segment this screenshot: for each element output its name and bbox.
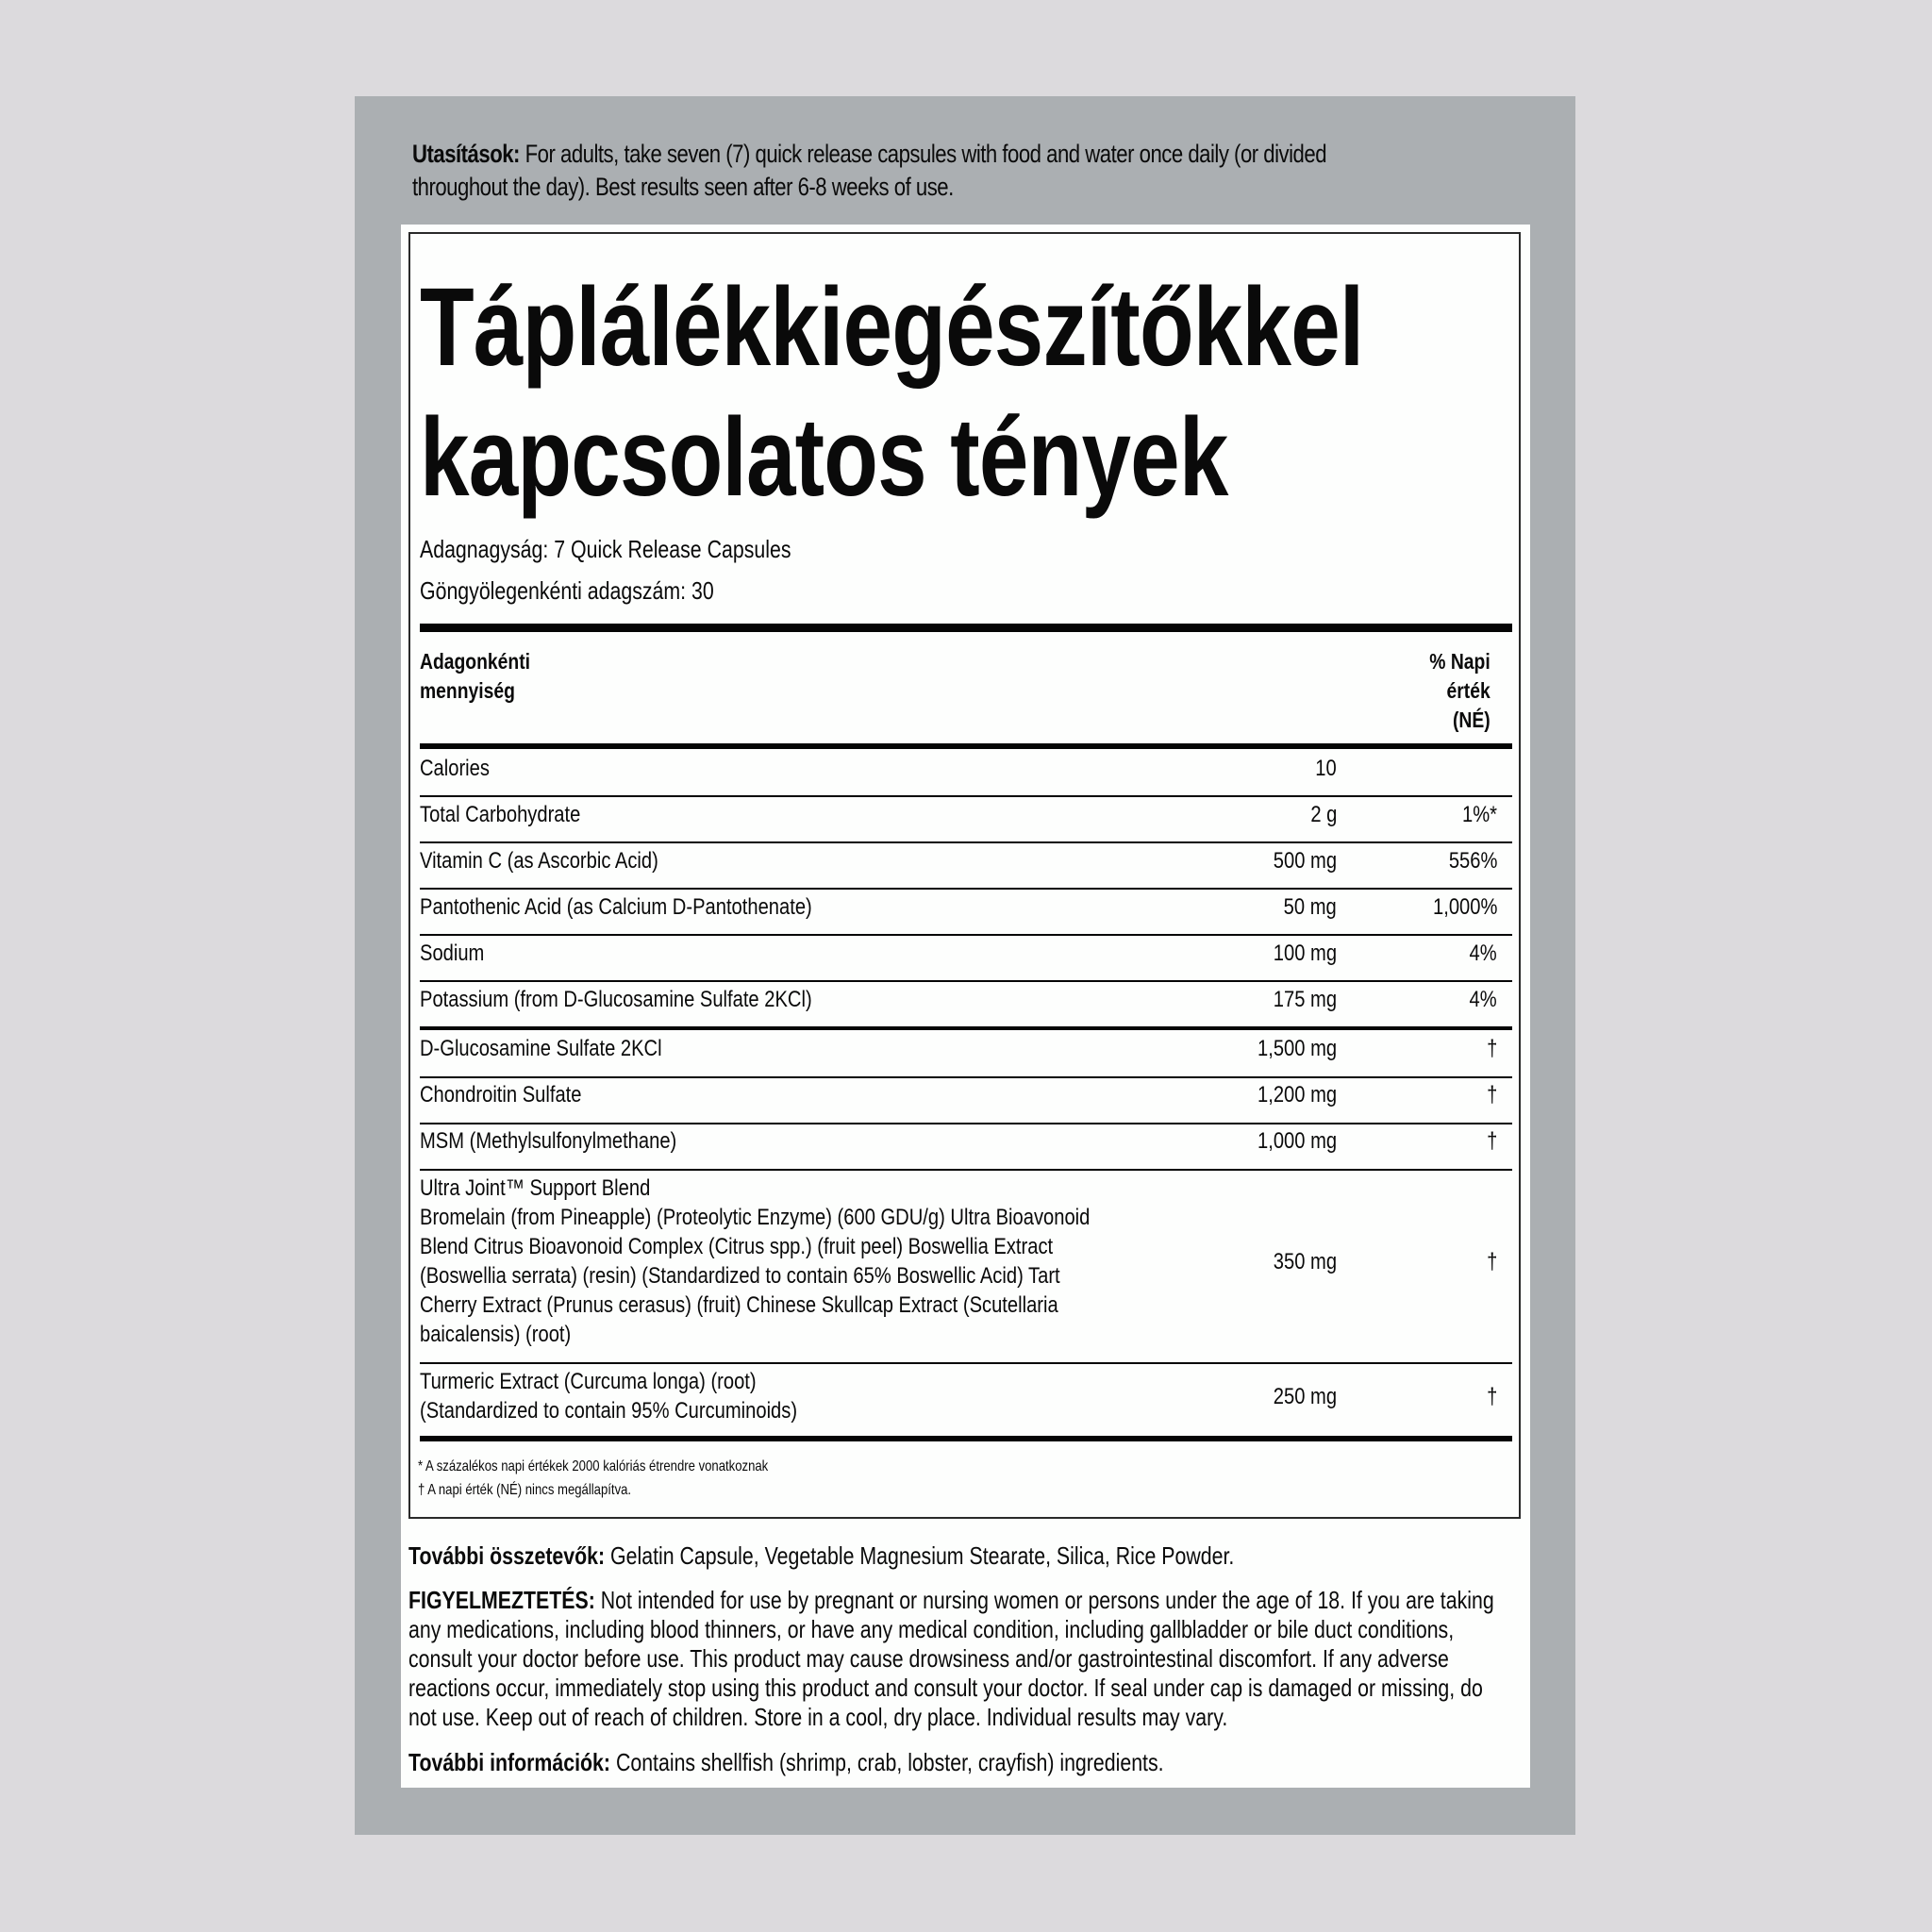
- footnote-percent-daily: * A százalékos napi értékek 2000 kalóriás étrendre vonatkoznak: [418, 1458, 769, 1474]
- row-divider: [420, 934, 1512, 936]
- row-divider: [420, 888, 1512, 890]
- additional-info-label: További információk:: [408, 1748, 611, 1776]
- additional-info: További információk: Contains shellfish (shrimp, crab, lobster, crayfish) ingredients.: [408, 1748, 1164, 1776]
- daily-value-header: % Napi érték (NÉ): [1429, 649, 1491, 732]
- table-row-turmeric: Turmeric Extract (Curcuma longa) (root) (Standardized to contain 95% Curcuminoids) 250 mg †: [420, 1369, 1497, 1424]
- supplement-facts-box: Táplálékkiegészítőkkel kapcsolatos tények Adagnagyság: 7 Quick Release Capsules Göngyölegenkénti adagszám: 30 Adagonkénti mennyiség % Napi érték (NÉ) Calories 10 Total Carbohydrate 2 g 1%* Vitamin C (as Ascorbic Acid) 500 mg 556% Pantothenic Acid (as Calcium D-Pantothenate) 50 mg 1,000% Sodium 100 mg 4% Potassium (from D-Glucosamine Sulfate 2KCl) 175 mg 4% D-Glucosamine Sulfate 2KCl 1,500 mg † Chondroitin Sulfate 1,200 mg † MSM (Methylsulfonylmethane) 1,000 mg † Ultra Joint™ Support Blend Bromelain (from Pineapple) (Proteolytic Enzyme) (600 GDU/g) Ultra Bioavonoid Blend Citrus Bioavonoid Complex (Citrus spp.) (fruit peel) Boswellia Extract (Boswellia serrata) (resin) (Standardized to contain 65% Boswellic Acid) Tart Cherry Extract (Prunus cerasus) (fruit) Chinese Skullcap Extract (Scutellaria baicalensis) (root) 350 mg † Turmeric Extract (Curcuma longa) (root) (Standardized to contain 95% Curcuminoids) 250 mg † * A százalékos napi értékek 2000 kalóriás étrendre vonatkoznak † A napi érték (NÉ) nincs megállapítva.: [408, 232, 1521, 1519]
- directions-label: Utasítások:: [412, 140, 520, 168]
- amount-per-serving-header: Adagonkénti mennyiség: [420, 649, 530, 703]
- other-ingredients-label: További összetevők:: [408, 1541, 606, 1570]
- row-divider: [420, 841, 1512, 843]
- facts-title: Táplálékkiegészítőkkel kapcsolatos tények: [420, 265, 1364, 520]
- directions-text: Utasítások: For adults, take seven (7) quick release capsules with food and water once daily (or divided throughout the day). Best results seen after 6-8 weeks of use.: [412, 140, 1327, 201]
- thick-divider: [420, 743, 1512, 749]
- row-divider: [420, 1076, 1512, 1078]
- row-divider: [420, 1123, 1512, 1124]
- row-divider: [420, 795, 1512, 797]
- thick-divider: [420, 624, 1512, 632]
- thick-divider: [420, 1436, 1512, 1441]
- row-divider: [420, 1169, 1512, 1171]
- other-ingredients: További összetevők: Gelatin Capsule, Vegetable Magnesium Stearate, Silica, Rice Powder.: [408, 1541, 1235, 1570]
- servings-per-container: Göngyölegenkénti adagszám: 30: [420, 576, 714, 605]
- serving-size: Adagnagyság: 7 Quick Release Capsules: [420, 535, 791, 563]
- table-row-blend: Ultra Joint™ Support Blend Bromelain (from Pineapple) (Proteolytic Enzyme) (600 GDU/g) Ultra Bioavonoid Blend Citrus Bioavonoid Complex (Citrus spp.) (fruit peel) Boswellia Extract (Boswellia serrata) (resin) (Standardized to contain 65% Boswellic Acid) Tart Cherry Extract (Prunus cerasus) (fruit) Chinese Skullcap Extract (Scutellaria baicalensis) (root) 350 mg †: [420, 1175, 1497, 1347]
- warning-text: FIGYELMEZTETÉS: Not intended for use by pregnant or nursing women or persons under the age of 18. If you are taking any medications, including blood thinners, or have any medical condition, including gallbladder or bile duct conditions, consult your doctor before use. This product may cause drowsiness and/or gastrointestinal discomfort. If any adverse reactions occur, immediately stop using this product and consult your doctor. If seal under cap is damaged or missing, do not use. Keep out of reach of children. Store in a cool, dry place. Individual results may vary.: [408, 1586, 1494, 1731]
- row-divider: [420, 1362, 1512, 1364]
- footnote-dagger: † A napi érték (NÉ) nincs megállapítva.: [418, 1482, 632, 1498]
- section-divider: [420, 1026, 1512, 1030]
- row-divider: [420, 980, 1512, 982]
- warning-label: FIGYELMEZTETÉS:: [408, 1586, 595, 1614]
